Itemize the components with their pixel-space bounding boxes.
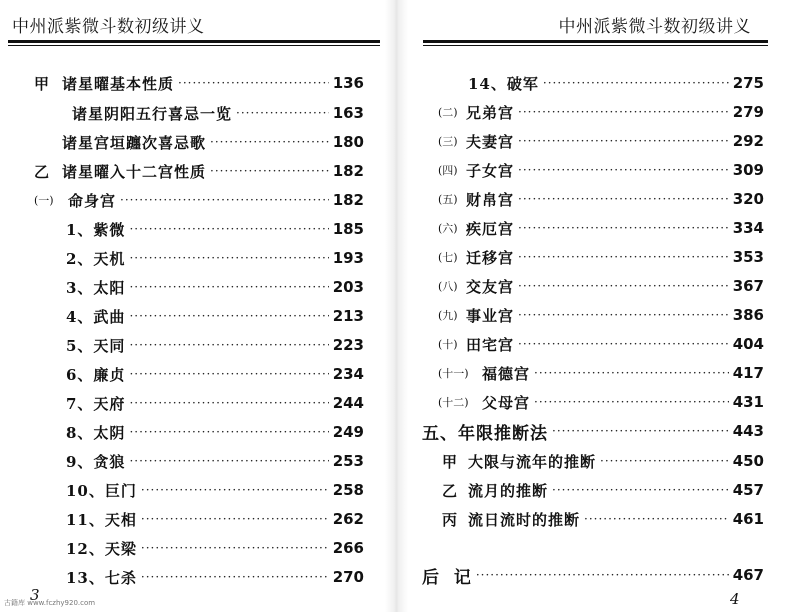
- right-header-rule: [423, 40, 768, 43]
- toc-title: 兄弟宫: [466, 103, 515, 122]
- toc-title: 诸星曜基本性质: [62, 74, 175, 93]
- toc-entry[interactable]: [66, 449, 364, 473]
- dot-leader: [129, 310, 328, 322]
- toc-page-number: 353: [732, 248, 764, 266]
- toc-title: 8、太阴: [66, 423, 126, 442]
- toc-title: 福德宫: [482, 364, 531, 383]
- left-header-rule-thin: [8, 45, 380, 46]
- toc-page-number: 193: [332, 249, 364, 267]
- dot-leader: [129, 455, 328, 467]
- toc-marker: (六): [438, 222, 458, 235]
- toc-marker: 丙: [442, 510, 458, 529]
- dot-leader: [141, 542, 329, 554]
- toc-marker: (一): [34, 194, 54, 207]
- toc-page-number: 292: [732, 132, 764, 150]
- toc-title: 12、天梁: [66, 539, 137, 558]
- toc-title: 交友宫: [466, 277, 515, 296]
- left-running-header: 中州派紫微斗数初级讲义: [12, 17, 205, 37]
- toc-page-number: 258: [332, 481, 364, 499]
- toc-entry[interactable]: [442, 507, 764, 531]
- toc-entry[interactable]: [468, 71, 764, 95]
- toc-entry[interactable]: [62, 130, 364, 154]
- dot-leader: [552, 425, 729, 437]
- toc-entry[interactable]: [34, 71, 364, 95]
- toc-title: 诸星阴阳五行喜忌一览: [72, 104, 233, 123]
- toc-entry[interactable]: [438, 361, 764, 385]
- toc-page-number: 367: [732, 277, 764, 295]
- toc-entry[interactable]: [438, 216, 764, 240]
- toc-title: 父母宫: [482, 393, 531, 412]
- toc-marker: (七): [438, 251, 458, 264]
- dot-leader: [210, 136, 329, 148]
- dot-leader: [210, 165, 329, 177]
- toc-page-number: 279: [732, 103, 764, 121]
- toc-entry[interactable]: [34, 188, 364, 212]
- right-folio: 4: [730, 590, 740, 608]
- dot-leader: [518, 106, 729, 118]
- toc-title: 1、紫微: [66, 220, 126, 239]
- dot-leader: [543, 77, 729, 89]
- dot-leader: [129, 397, 328, 409]
- left-folio: 3: [30, 586, 40, 604]
- toc-entry[interactable]: [66, 391, 364, 415]
- toc-entry[interactable]: [66, 275, 364, 299]
- toc-entry[interactable]: [438, 332, 764, 356]
- toc-page-number: 223: [332, 336, 364, 354]
- toc-title: 后 记: [422, 567, 472, 588]
- toc-page-number: 262: [332, 510, 364, 528]
- toc-page-number: 253: [332, 452, 364, 470]
- toc-page-number: 266: [332, 539, 364, 557]
- toc-title: 流月的推断: [468, 481, 549, 500]
- toc-page-number: 182: [332, 162, 364, 180]
- dot-leader: [518, 135, 729, 147]
- dot-leader: [129, 252, 328, 264]
- toc-page-number: 320: [732, 190, 764, 208]
- toc-marker: 乙: [442, 481, 458, 500]
- dot-leader: [584, 513, 729, 525]
- right-running-header: 中州派紫微斗数初级讲义: [558, 17, 751, 37]
- toc-entry[interactable]: [438, 158, 764, 182]
- toc-marker: (十二): [438, 396, 469, 409]
- left-header-rule: [8, 40, 380, 43]
- dot-leader: [129, 223, 328, 235]
- watermark: 古籍库 www.fczhy920.com: [4, 599, 96, 607]
- toc-marker: (五): [438, 193, 458, 206]
- toc-entry[interactable]: [438, 245, 764, 269]
- toc-entry[interactable]: [66, 362, 364, 386]
- toc-entry[interactable]: [66, 536, 364, 560]
- toc-title: 财帛宫: [466, 190, 515, 209]
- dot-leader: [129, 368, 328, 380]
- right-page: [408, 0, 793, 612]
- toc-marker: (三): [438, 135, 458, 148]
- dot-leader: [518, 222, 729, 234]
- toc-entry[interactable]: [438, 129, 764, 153]
- toc-title: 11、天相: [66, 510, 137, 529]
- toc-page-number: 443: [732, 422, 764, 440]
- toc-title: 大限与流年的推断: [468, 452, 597, 471]
- toc-title: 2、天机: [66, 249, 126, 268]
- toc-page-number: 275: [732, 74, 764, 92]
- toc-page-number: 417: [732, 364, 764, 382]
- dot-leader: [552, 484, 729, 496]
- toc-title: 6、廉贞: [66, 365, 126, 384]
- toc-page-number: 467: [732, 566, 764, 584]
- toc-title: 诸星宫垣躔次喜忌歌: [62, 133, 207, 152]
- toc-marker: 甲: [34, 74, 50, 93]
- toc-entry[interactable]: [422, 563, 764, 587]
- toc-title: 10、巨门: [66, 481, 137, 500]
- toc-page-number: 163: [332, 104, 364, 122]
- toc-entry[interactable]: [66, 507, 364, 531]
- dot-leader: [129, 426, 328, 438]
- toc-page-number: 234: [332, 365, 364, 383]
- right-header-rule-thin: [423, 45, 768, 46]
- toc-page-number: 334: [732, 219, 764, 237]
- toc-entry[interactable]: [438, 274, 764, 298]
- toc-marker: 甲: [442, 452, 458, 471]
- dot-leader: [178, 77, 329, 89]
- toc-entry[interactable]: [34, 159, 364, 183]
- toc-title: 五、年限推断法: [422, 423, 548, 444]
- dot-leader: [518, 251, 729, 263]
- toc-page-number: 461: [732, 510, 764, 528]
- dot-leader: [518, 193, 729, 205]
- toc-title: 夫妻宫: [466, 132, 515, 151]
- toc-entry[interactable]: [66, 420, 364, 444]
- left-page: [0, 0, 385, 612]
- toc-title: 命身宫: [68, 191, 117, 210]
- dot-leader: [141, 513, 329, 525]
- dot-leader: [518, 338, 729, 350]
- toc-page-number: 180: [332, 133, 364, 151]
- toc-entry[interactable]: [422, 419, 764, 443]
- dot-leader: [236, 107, 329, 119]
- dot-leader: [534, 367, 729, 379]
- dot-leader: [129, 281, 328, 293]
- toc-entry[interactable]: [66, 565, 364, 589]
- toc-page-number: 136: [332, 74, 364, 92]
- toc-page-number: 431: [732, 393, 764, 411]
- toc-entry[interactable]: [66, 478, 364, 502]
- toc-title: 田宅宫: [466, 335, 515, 354]
- toc-title: 13、七杀: [66, 568, 137, 587]
- dot-leader: [518, 280, 729, 292]
- dot-leader: [518, 309, 729, 321]
- dot-leader: [129, 339, 328, 351]
- toc-marker: (十一): [438, 367, 469, 380]
- toc-entry[interactable]: [66, 246, 364, 270]
- toc-title: 5、天同: [66, 336, 126, 355]
- toc-entry[interactable]: [442, 478, 764, 502]
- toc-page-number: 185: [332, 220, 364, 238]
- toc-title: 7、天府: [66, 394, 126, 413]
- toc-page-number: 270: [332, 568, 364, 586]
- dot-leader: [120, 194, 329, 206]
- toc-title: 3、太阳: [66, 278, 126, 297]
- toc-page-number: 404: [732, 335, 764, 353]
- toc-page-number: 457: [732, 481, 764, 499]
- book-gutter: [385, 0, 408, 612]
- dot-leader: [141, 571, 329, 583]
- toc-title: 事业宫: [466, 306, 515, 325]
- dot-leader: [476, 569, 729, 581]
- toc-entry[interactable]: [66, 217, 364, 241]
- toc-title: 迁移宫: [466, 248, 515, 267]
- toc-page-number: 244: [332, 394, 364, 412]
- toc-page-number: 450: [732, 452, 764, 470]
- toc-marker: (二): [438, 106, 458, 119]
- toc-entry[interactable]: [66, 333, 364, 357]
- dot-leader: [534, 396, 729, 408]
- dot-leader: [600, 455, 729, 467]
- toc-page-number: 249: [332, 423, 364, 441]
- toc-page-number: 386: [732, 306, 764, 324]
- toc-entry[interactable]: [66, 304, 364, 328]
- toc-title: 流日流时的推断: [468, 510, 581, 529]
- toc-title: 9、贪狼: [66, 452, 126, 471]
- toc-entry[interactable]: [72, 101, 364, 125]
- toc-marker: (十): [438, 338, 458, 351]
- toc-title: 诸星曜入十二宫性质: [62, 162, 207, 181]
- toc-marker: (四): [438, 164, 458, 177]
- toc-marker: (八): [438, 280, 458, 293]
- toc-entry[interactable]: [438, 100, 764, 124]
- toc-page-number: 182: [332, 191, 364, 209]
- toc-title: 子女宫: [466, 161, 515, 180]
- toc-entry[interactable]: [442, 449, 764, 473]
- toc-marker: (九): [438, 309, 458, 322]
- toc-page-number: 203: [332, 278, 364, 296]
- toc-page-number: 213: [332, 307, 364, 325]
- toc-entry[interactable]: [438, 187, 764, 211]
- toc-title: 4、武曲: [66, 307, 126, 326]
- dot-leader: [141, 484, 329, 496]
- toc-title: 14、破军: [468, 74, 539, 93]
- toc-entry[interactable]: [438, 303, 764, 327]
- toc-entry[interactable]: [438, 390, 764, 414]
- toc-title: 疾厄宫: [466, 219, 515, 238]
- toc-page-number: 309: [732, 161, 764, 179]
- dot-leader: [518, 164, 729, 176]
- toc-marker: 乙: [34, 162, 50, 181]
